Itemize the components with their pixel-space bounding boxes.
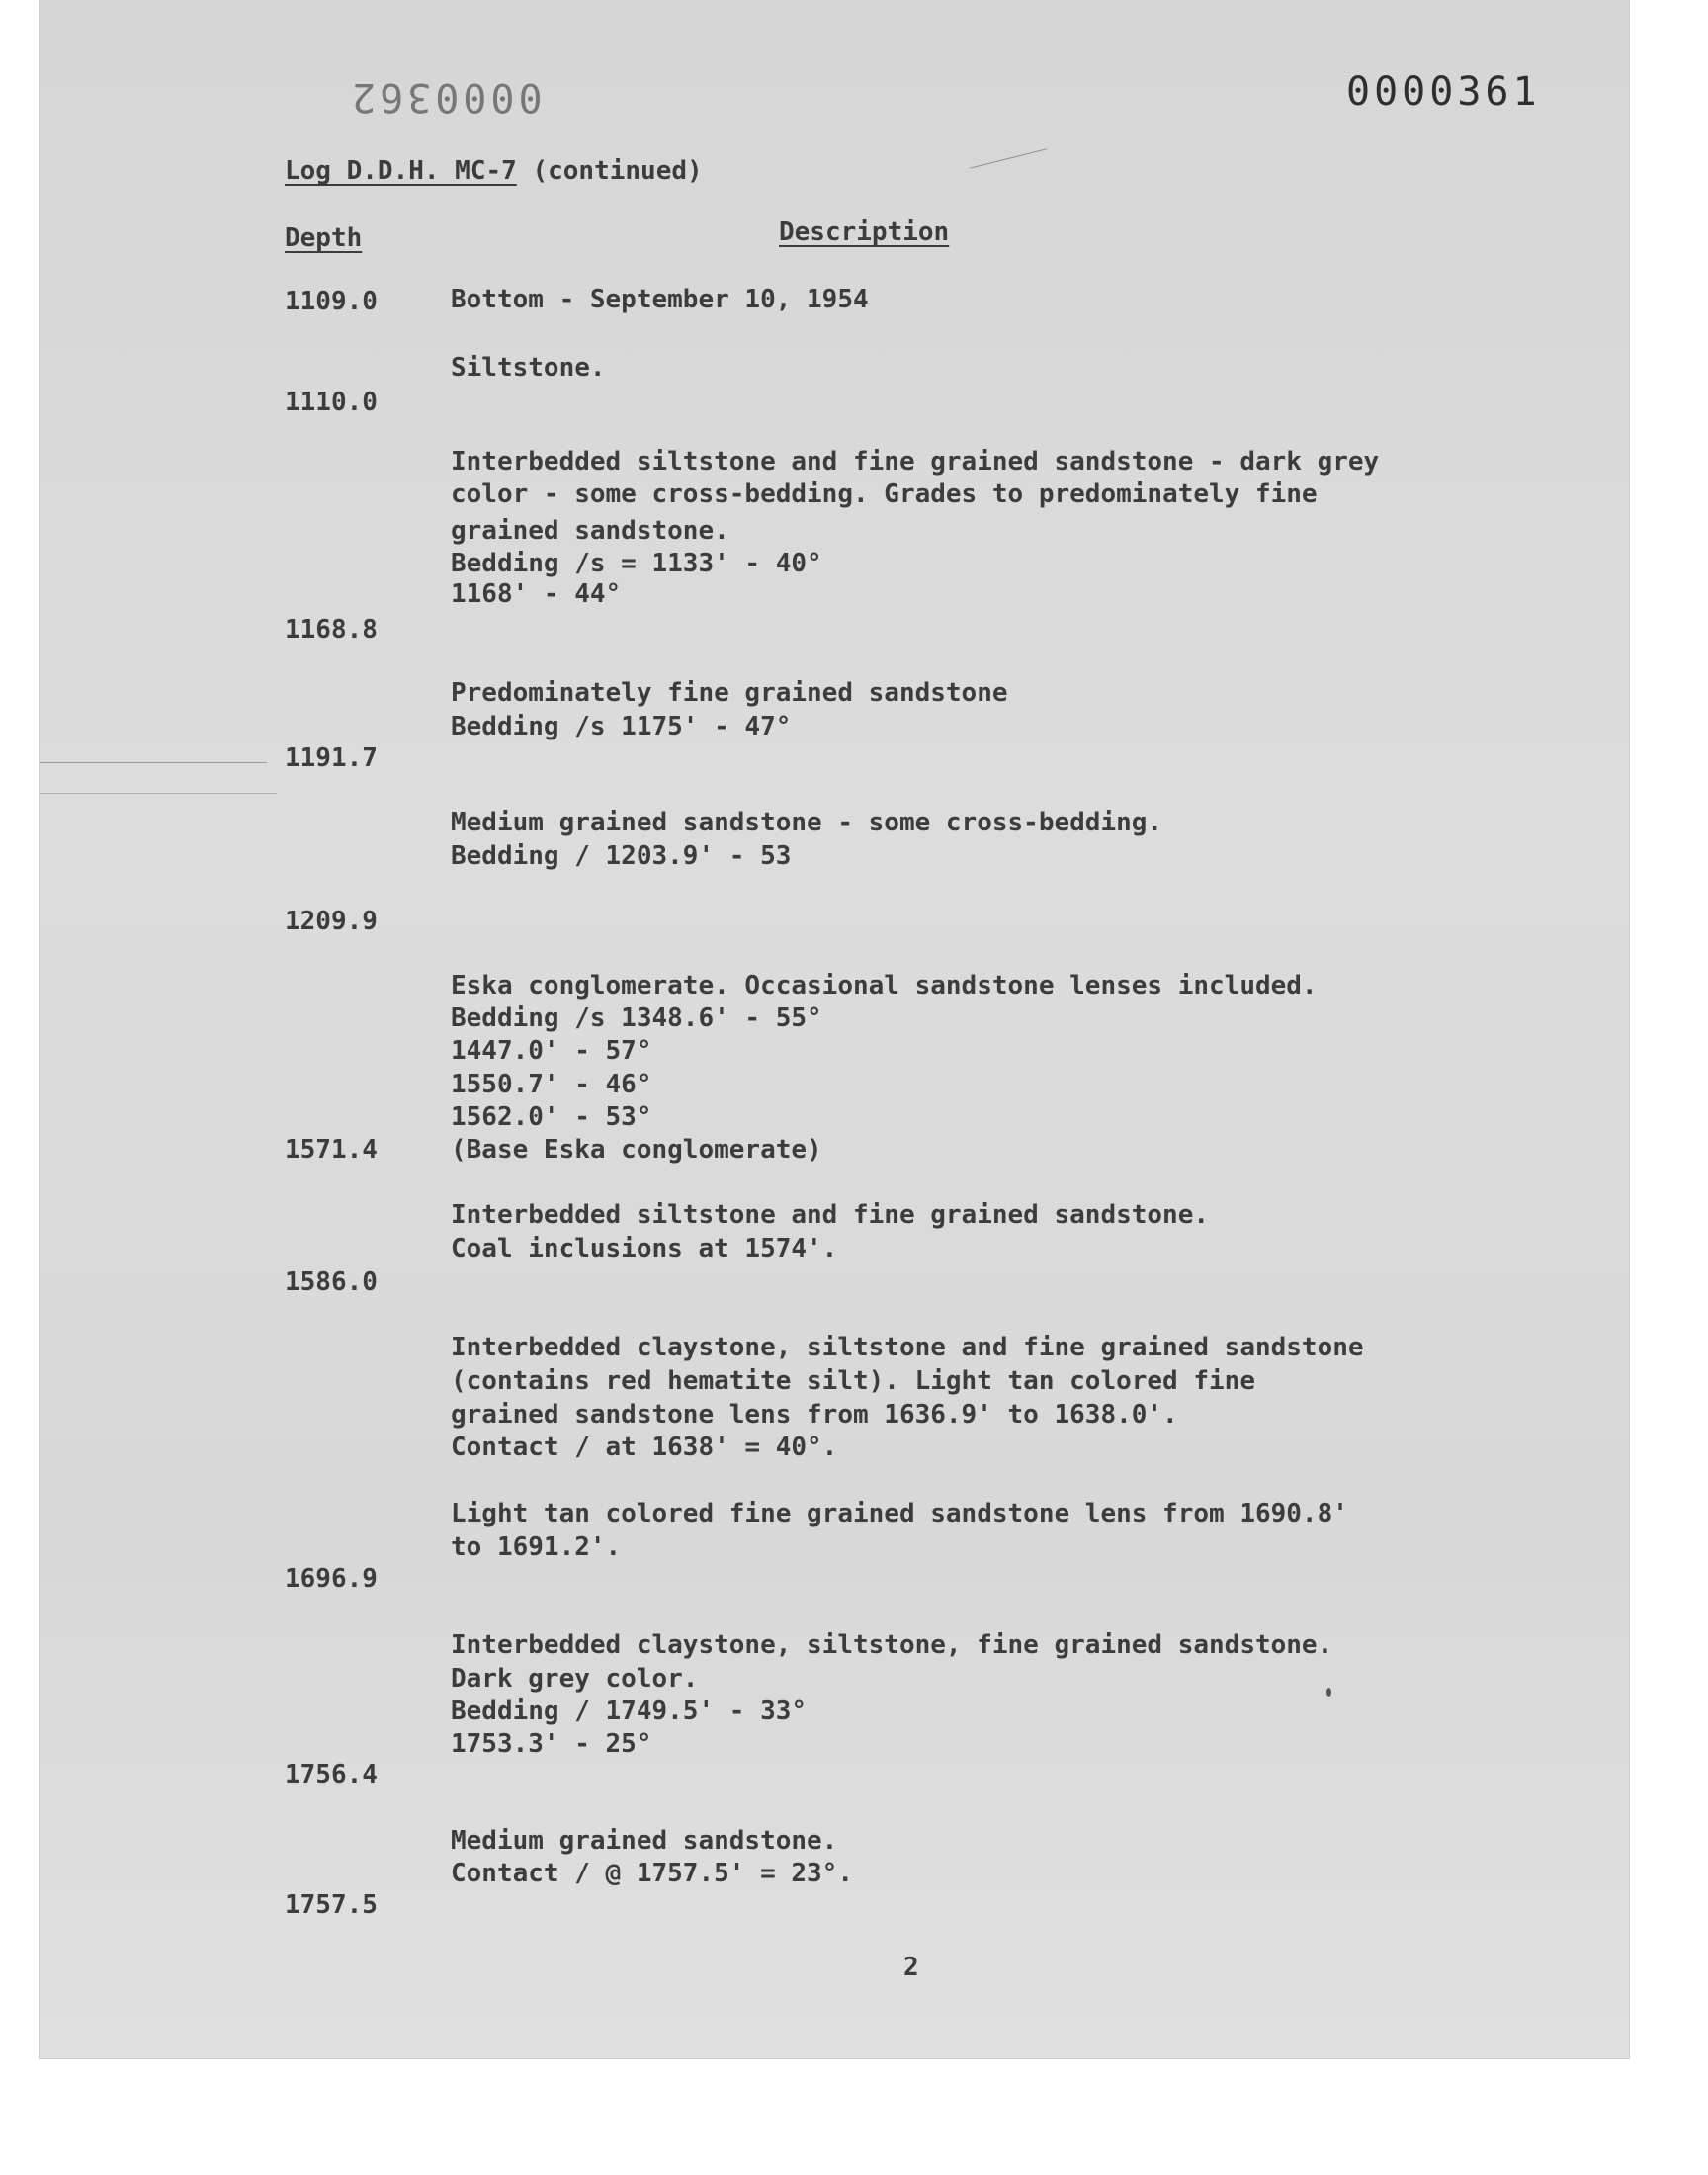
scan-speck (1326, 1688, 1331, 1696)
log-title-line (285, 154, 703, 188)
description-line: Bedding /s = 1133' - 40° (451, 549, 822, 578)
description-line: Dark grey color. (451, 1664, 699, 1694)
depth-label: 1110.0 (285, 388, 378, 417)
description-line: Coal inclusions at 1574'. (451, 1234, 838, 1263)
description-line: Interbedded siltstone and fine grained sandstone - dark grey (451, 447, 1380, 477)
description-line: color - some cross-bedding. Grades to predominately fine (451, 479, 1318, 509)
description-line: Siltstone. (451, 353, 606, 383)
description-line: 1562.0' - 53° (451, 1102, 652, 1132)
log-continued: (continued) (532, 156, 703, 186)
description-line: grained sandstone lens from 1636.9' to 1638.0'. (451, 1400, 1178, 1430)
description-line: Interbedded siltstone and fine grained sandstone. (451, 1200, 1210, 1230)
scan-artifact-line (970, 148, 1047, 168)
col-header-depth: Depth (285, 223, 363, 253)
description-line: Medium grained sandstone - some cross-bedding. (451, 808, 1163, 837)
description-line: (contains red hematite silt). Light tan colored fine (451, 1366, 1255, 1396)
description-line: Interbedded claystone, siltstone and fine grained sandstone (451, 1333, 1364, 1362)
scan-artifact-line (40, 762, 267, 763)
log-title: Log D.D.H. MC-7 (285, 156, 517, 186)
description-line: Light tan colored fine grained sandstone lens from 1690.8' (451, 1499, 1348, 1528)
page-number: 2 (903, 1953, 919, 1982)
description-line: 1447.0' - 57° (451, 1036, 652, 1066)
description-line: 1168' - 44° (451, 579, 622, 609)
document-sheet (40, 0, 1629, 2058)
description-line: Interbedded claystone, siltstone, fine grained sandstone. (451, 1630, 1333, 1660)
depth-label: 1209.9 (285, 907, 378, 936)
description-line: Bedding / 1203.9' - 53 (451, 841, 792, 871)
depth-label: 1696.9 (285, 1564, 378, 1594)
depth-label: 1756.4 (285, 1760, 378, 1789)
description-line: Contact / @ 1757.5' = 23°. (451, 1859, 853, 1888)
depth-label: 1586.0 (285, 1267, 378, 1297)
description-line: Medium grained sandstone. (451, 1826, 838, 1856)
description-line: 1550.7' - 46° (451, 1070, 652, 1099)
col-header-description: Description (779, 218, 950, 247)
description-line: grained sandstone. (451, 516, 729, 546)
description-line: (Base Eska conglomerate) (451, 1135, 822, 1165)
depth-label: 1168.8 (285, 615, 378, 645)
doc-number-stamp: 0000361 (1346, 69, 1541, 115)
description-line: Bedding /s 1348.6' - 55° (451, 1003, 822, 1033)
description-line: Contact / at 1638' = 40°. (451, 1433, 838, 1462)
description-line: to 1691.2'. (451, 1532, 622, 1562)
description-line: Bottom - September 10, 1954 (451, 285, 869, 314)
description-line: Eska conglomerate. Occasional sandstone lenses included. (451, 971, 1318, 1000)
depth-label: 1757.5 (285, 1890, 378, 1920)
mirrored-doc-number-stamp: 0000362 (348, 74, 543, 120)
description-line: Bedding /s 1175' - 47° (451, 712, 792, 741)
depth-label: 1109.0 (285, 287, 378, 316)
description-line: 1753.3' - 25° (451, 1729, 652, 1759)
description-line: Predominately fine grained sandstone (451, 678, 1008, 708)
description-line: Bedding / 1749.5' - 33° (451, 1696, 808, 1726)
depth-label: 1191.7 (285, 743, 378, 773)
scan-artifact-line (40, 793, 277, 794)
depth-label: 1571.4 (285, 1135, 378, 1165)
